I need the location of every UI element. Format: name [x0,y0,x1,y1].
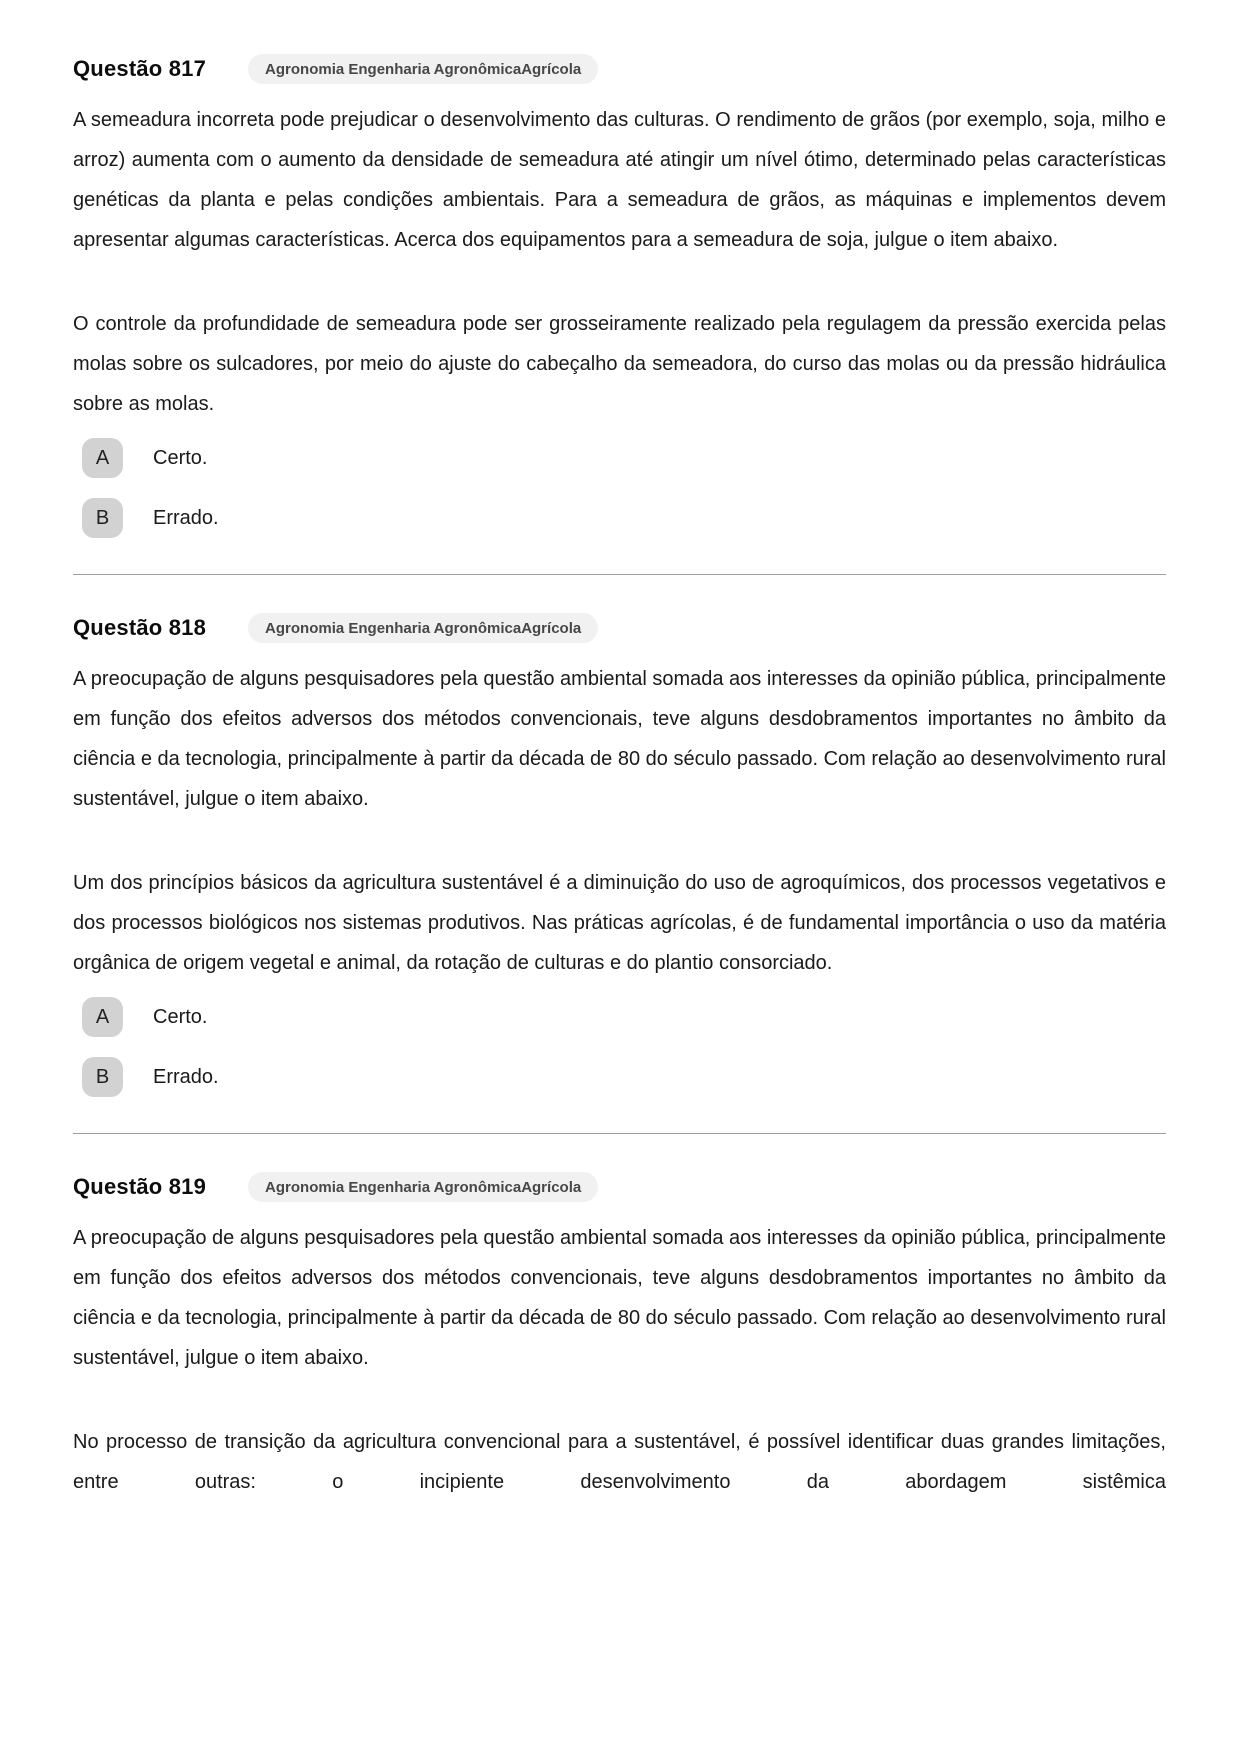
option-a[interactable] [82,997,1166,1037]
question-subject-tag: Agronomia Engenharia AgronômicaAgrícola [248,54,598,84]
question-title: Questão 818 [73,615,207,640]
option-b-letter-badge[interactable]: B [82,1057,123,1097]
question-card-819 [73,1172,1166,1502]
question-title: Questão 817 [73,56,207,81]
option-b-letter-badge[interactable]: B [82,498,123,538]
question-subject-tag: Agronomia Engenharia AgronômicaAgrícola [248,1172,598,1202]
question-title: Questão 819 [73,1174,207,1199]
question-header [73,54,1166,84]
option-b-label: Errado. [153,1066,219,1088]
question-divider [73,574,1166,575]
option-a[interactable] [82,438,1166,478]
option-a-label: Certo. [153,447,208,469]
question-header [73,613,1166,643]
option-a-letter-badge[interactable]: A [82,438,123,478]
options-list [73,997,1166,1097]
option-b-label: Errado. [153,507,219,529]
question-statement: A semeadura incorreta pode prejudicar o desenvolvimento das culturas. O rendimento de grãos (por exemplo, soja, milho e arroz) aumenta com o aumento da densidade de semeadura até atingir um nível ótimo, determinado pelas características genéticas da planta e pelas condições ambientais. Para a semeadura de grãos, as máquinas e implementos devem apresentar algumas características. Acerca dos equipamentos para a semeadura de soja, julgue o item abaixo. [73,109,1166,251]
option-b[interactable] [82,1057,1166,1097]
option-b[interactable] [82,498,1166,538]
question-card-818 [73,613,1166,1097]
question-item: Um dos princípios básicos da agricultura sustentável é a diminuição do uso de agroquímicos, dos processos vegetativos e dos processos biológicos nos sistemas produtivos. Nas práticas agrícolas, é de fundamental importância o uso da matéria orgânica de origem vegetal e animal, da rotação de culturas e do plantio consorciado. [73,872,1166,974]
option-a-letter-badge[interactable]: A [82,997,123,1037]
question-divider [73,1133,1166,1134]
question-card-817 [73,54,1166,538]
options-list [73,438,1166,538]
question-header [73,1172,1166,1202]
question-subject-tag: Agronomia Engenharia AgronômicaAgrícola [248,613,598,643]
question-statement: A preocupação de alguns pesquisadores pela questão ambiental somada aos interesses da opinião pública, principalmente em função dos efeitos adversos dos métodos convencionais, teve alguns desdobramentos importantes no âmbito da ciência e da tecnologia, principalmente à partir da década de 80 do século passado. Com relação ao desenvolvimento rural sustentável, julgue o item abaixo. [73,1227,1166,1369]
question-item: O controle da profundidade de semeadura pode ser grosseiramente realizado pela regulagem da pressão exercida pelas molas sobre os sulcadores, por meio do ajuste do cabeçalho da semeadora, do curso das molas ou da pressão hidráulica sobre as molas. [73,313,1166,415]
question-item: No processo de transição da agricultura convencional para a sustentável, é possível identificar duas grandes limitações, entre outras: o incipiente desenvolvimento da abordagem sistêmica [73,1431,1166,1493]
option-a-label: Certo. [153,1006,208,1028]
question-statement: A preocupação de alguns pesquisadores pela questão ambiental somada aos interesses da opinião pública, principalmente em função dos efeitos adversos dos métodos convencionais, teve alguns desdobramentos importantes no âmbito da ciência e da tecnologia, principalmente à partir da década de 80 do século passado. Com relação ao desenvolvimento rural sustentável, julgue o item abaixo. [73,668,1166,810]
